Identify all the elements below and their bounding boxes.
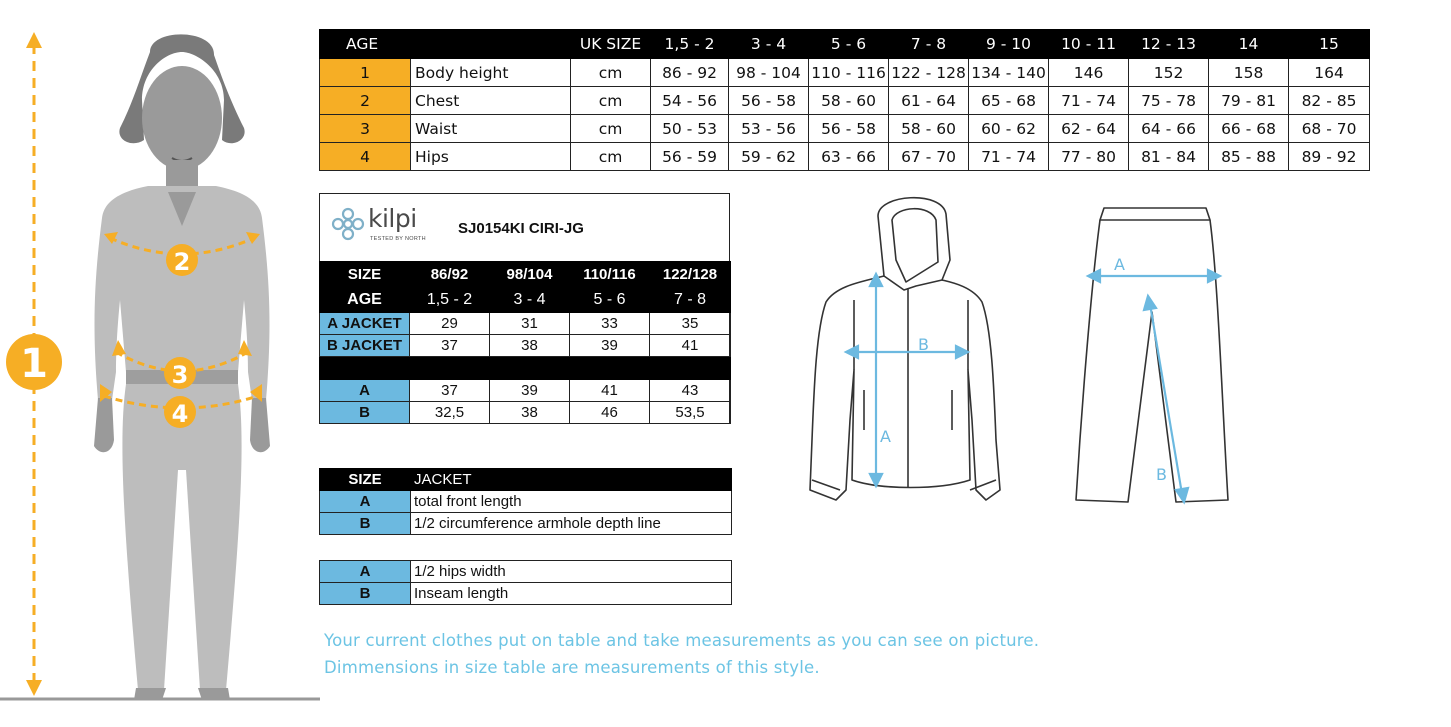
cell: 38 xyxy=(490,335,570,357)
cell: 53,5 xyxy=(650,402,731,424)
age-cell: 5 - 6 xyxy=(570,288,650,313)
row-key: A JACKET xyxy=(320,313,410,335)
row-label: Hips xyxy=(411,143,571,171)
size-chart-row-hips xyxy=(320,143,1370,171)
divider-row xyxy=(320,357,731,380)
cell: 39 xyxy=(490,380,570,402)
row-number: 3 xyxy=(320,115,411,143)
legend-key: B xyxy=(320,513,411,535)
cell: 81 - 84 xyxy=(1129,143,1209,171)
row-key: B xyxy=(320,402,410,424)
brand-name: kilpi xyxy=(368,204,417,233)
age-cell: 3 - 4 xyxy=(490,288,570,313)
age-cell: 7 - 8 xyxy=(650,288,731,313)
product-size-table xyxy=(319,261,731,424)
cell: 64 - 66 xyxy=(1129,115,1209,143)
body-figure xyxy=(0,0,320,727)
legend-row xyxy=(320,561,732,583)
header-age-col: 5 - 6 xyxy=(809,30,889,59)
cell: 152 xyxy=(1129,59,1209,87)
legend-row xyxy=(320,583,732,605)
cell: 43 xyxy=(650,380,731,402)
cell: 134 - 140 xyxy=(969,59,1049,87)
cell: 58 - 60 xyxy=(889,115,969,143)
row-number: 4 xyxy=(320,143,411,171)
row-unit: cm xyxy=(571,87,651,115)
legend-desc: 1/2 hips width xyxy=(411,561,732,583)
cell: 164 xyxy=(1289,59,1370,87)
header-age-col: 12 - 13 xyxy=(1129,30,1209,59)
jacket-diagram xyxy=(800,190,1010,520)
legend-desc: Inseam length xyxy=(411,583,732,605)
product-row-a-jacket xyxy=(320,313,731,335)
size-cell: 110/116 xyxy=(570,262,650,288)
product-size-row xyxy=(320,262,731,288)
product-age-row xyxy=(320,288,731,313)
product-size-box xyxy=(319,193,730,424)
dimension-note: Dimmensions in size table are measurements of this style. xyxy=(324,658,820,677)
header-age-col: 3 - 4 xyxy=(729,30,809,59)
cell: 54 - 56 xyxy=(651,87,729,115)
brand-logo xyxy=(320,194,729,262)
pants-a-label: A xyxy=(1114,255,1125,274)
size-chart-row-chest xyxy=(320,87,1370,115)
size-cell: 98/104 xyxy=(490,262,570,288)
size-cell: 122/128 xyxy=(650,262,731,288)
header-age-col: 1,5 - 2 xyxy=(651,30,729,59)
cell: 37 xyxy=(410,380,490,402)
cell: 29 xyxy=(410,313,490,335)
product-row-b xyxy=(320,402,731,424)
jacket-a-label: A xyxy=(880,427,891,446)
row-label: Waist xyxy=(411,115,571,143)
cell: 110 - 116 xyxy=(809,59,889,87)
cell: 62 - 64 xyxy=(1049,115,1129,143)
header-uk-size: UK SIZE xyxy=(571,30,651,59)
legend-desc: 1/2 circumference armhole depth line xyxy=(411,513,732,535)
legend-key: A xyxy=(320,561,411,583)
cell: 56 - 58 xyxy=(729,87,809,115)
cell: 41 xyxy=(650,335,731,357)
legend-header-key: SIZE xyxy=(320,469,411,491)
cell: 56 - 58 xyxy=(809,115,889,143)
cell: 71 - 74 xyxy=(1049,87,1129,115)
jacket-b-label: B xyxy=(918,335,929,354)
cell: 32,5 xyxy=(410,402,490,424)
cell: 58 - 60 xyxy=(809,87,889,115)
product-row-b-jacket xyxy=(320,335,731,357)
instruction-note: Your current clothes put on table and take measurements as you can see on picture. xyxy=(324,631,1040,650)
marker-2 xyxy=(166,244,198,276)
header-age-col: 15 xyxy=(1289,30,1370,59)
cell: 38 xyxy=(490,402,570,424)
cell: 63 - 66 xyxy=(809,143,889,171)
legend-jacket-table xyxy=(319,468,732,535)
svg-text:1: 1 xyxy=(20,341,48,387)
marker-3 xyxy=(164,357,196,389)
cell: 53 - 56 xyxy=(729,115,809,143)
legend-pants-table xyxy=(319,560,732,605)
size-chart-row-body-height xyxy=(320,59,1370,87)
cell: 82 - 85 xyxy=(1289,87,1370,115)
header-age: AGE xyxy=(320,30,571,59)
cell: 122 - 128 xyxy=(889,59,969,87)
svg-text:3: 3 xyxy=(171,361,189,389)
svg-text:2: 2 xyxy=(173,248,191,276)
row-label: Body height xyxy=(411,59,571,87)
legend-row xyxy=(320,513,732,535)
row-unit: cm xyxy=(571,115,651,143)
header-age-col: 9 - 10 xyxy=(969,30,1049,59)
age-cell: 1,5 - 2 xyxy=(410,288,490,313)
size-chart-table xyxy=(319,29,1370,171)
cell: 59 - 62 xyxy=(729,143,809,171)
legs xyxy=(122,384,241,690)
cell: 79 - 81 xyxy=(1209,87,1289,115)
cell: 89 - 92 xyxy=(1289,143,1370,171)
row-number: 2 xyxy=(320,87,411,115)
arrow-down-icon xyxy=(26,680,42,696)
cell: 61 - 64 xyxy=(889,87,969,115)
head xyxy=(142,66,222,170)
legend-desc: total front length xyxy=(411,491,732,513)
cell: 67 - 70 xyxy=(889,143,969,171)
age-label: AGE xyxy=(320,288,410,313)
cell: 66 - 68 xyxy=(1209,115,1289,143)
cell: 37 xyxy=(410,335,490,357)
row-unit: cm xyxy=(571,59,651,87)
cell: 77 - 80 xyxy=(1049,143,1129,171)
cell: 56 - 59 xyxy=(651,143,729,171)
header-age-col: 7 - 8 xyxy=(889,30,969,59)
legend-row xyxy=(320,491,732,513)
cell: 41 xyxy=(570,380,650,402)
cell: 39 xyxy=(570,335,650,357)
cell: 68 - 70 xyxy=(1289,115,1370,143)
cell: 75 - 78 xyxy=(1129,87,1209,115)
product-row-a xyxy=(320,380,731,402)
header-age-col: 10 - 11 xyxy=(1049,30,1129,59)
row-label: Chest xyxy=(411,87,571,115)
cell: 158 xyxy=(1209,59,1289,87)
cell: 86 - 92 xyxy=(651,59,729,87)
size-chart-row-waist xyxy=(320,115,1370,143)
brand-tagline: TESTED BY NORTH xyxy=(370,236,426,242)
legend-header xyxy=(320,469,732,491)
svg-text:4: 4 xyxy=(171,400,189,428)
cell: 65 - 68 xyxy=(969,87,1049,115)
marker-4 xyxy=(164,396,196,428)
size-cell: 86/92 xyxy=(410,262,490,288)
row-unit: cm xyxy=(571,143,651,171)
legend-key: B xyxy=(320,583,411,605)
row-key: A xyxy=(320,380,410,402)
cell: 71 - 74 xyxy=(969,143,1049,171)
cell: 31 xyxy=(490,313,570,335)
cell: 46 xyxy=(570,402,650,424)
row-key: B JACKET xyxy=(320,335,410,357)
cell: 33 xyxy=(570,313,650,335)
size-label: SIZE xyxy=(320,262,410,288)
cell: 35 xyxy=(650,313,731,335)
cell: 98 - 104 xyxy=(729,59,809,87)
kilpi-logo-icon xyxy=(330,206,366,242)
size-chart-header xyxy=(320,30,1370,59)
legend-key: A xyxy=(320,491,411,513)
cell: 50 - 53 xyxy=(651,115,729,143)
pants-b-label: B xyxy=(1156,465,1167,484)
cell: 85 - 88 xyxy=(1209,143,1289,171)
cell: 146 xyxy=(1049,59,1129,87)
arrow-up-icon xyxy=(26,32,42,48)
header-age-col: 14 xyxy=(1209,30,1289,59)
marker-1 xyxy=(6,334,62,390)
legend-header-value: JACKET xyxy=(411,469,732,491)
cell: 60 - 62 xyxy=(969,115,1049,143)
pants-diagram xyxy=(1070,200,1240,515)
style-code: SJ0154KI CIRI-JG xyxy=(458,220,584,237)
row-number: 1 xyxy=(320,59,411,87)
